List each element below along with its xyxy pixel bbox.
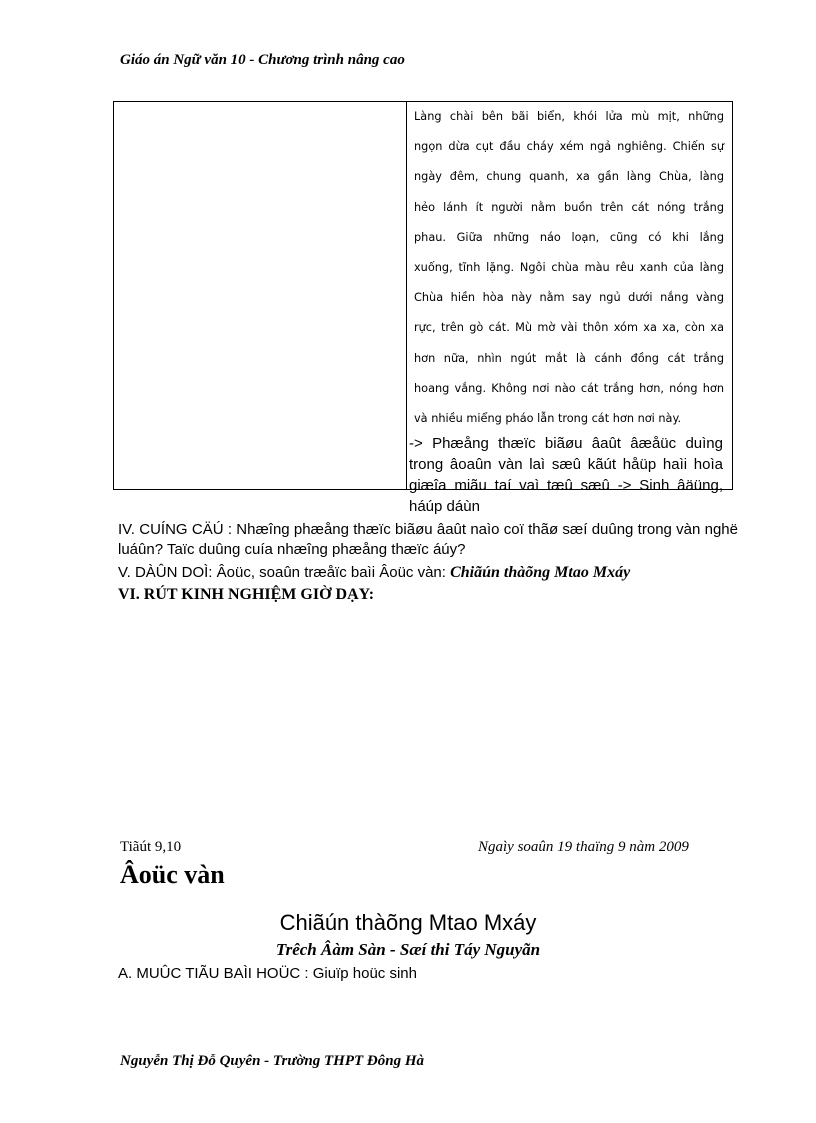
text-line: hoang vắng. Không nơi nào cát trắng hơn, nóng hơn	[414, 381, 724, 395]
section-v-prefix: V. DÀÛN DOÌ: Âoüc, soaûn træåïc baìi Âoüc vàn:	[118, 564, 451, 581]
lesson-objectives	[118, 965, 417, 982]
lesson-period: Tiãút 9,10	[120, 839, 182, 855]
lesson-subtitle: Trêch Âàm Sàn - Sæí thi Táy Nguyãn	[275, 940, 541, 959]
section-vi-heading: VI. RÚT KINH NGHIỆM GIỜ DẠY:	[118, 586, 375, 603]
table-arrow-conclusion: -> Phæång thæïc biãøu âaût âæåüc duìng trong âoaûn vàn laì sæû kãút håüp haìi hoìa giæîa miãu taí vaì tæû sæû -> Sinh âäüng, háúp dáùn	[409, 435, 723, 515]
text-line: và nhiều miểng pháo lẫn trong cát hơn nơi này.	[414, 412, 682, 426]
text-line: phau. Giữa những náo loạn, cũng có khi lắng	[414, 230, 724, 244]
section-iv-cung-co: IV. CUÍNG CÄÚ : Nhæîng phæång thæïc biãøu âaût naìo coï thãø sæí duûng trong vàn nghë luáûn? Taïc duûng cuía nhæîng phæång thæïc áúy?	[118, 521, 738, 558]
page-header: Giáo án Ngữ văn 10 - Chương trình nâng cao	[120, 52, 405, 68]
objectives-label: A. MUÛC TIÃU BAÌI HOÜC	[118, 965, 301, 982]
text-line: hẻo lánh ít người nằm buồn trên cát nóng trắng	[414, 200, 724, 214]
section-v-dan-do	[118, 563, 630, 583]
text-line: xuống, tĩnh lặng. Ngôi chùa màu rêu xanh của làng	[414, 261, 724, 275]
lesson-category: Âoüc vàn	[120, 860, 225, 889]
table-column-divider	[406, 102, 407, 490]
text-line: Làng chài bên bãi biển, khói lửa mù mịt, những	[414, 110, 724, 123]
lesson-date: Ngaìy soaûn 19 thaïng 9 nàm 2009	[478, 839, 689, 855]
text-line: Chùa hiền hòa này nằm say ngủ dưới nắng vàng	[414, 291, 724, 305]
page-footer: Nguyễn Thị Đỗ Quyên - Trường THPT Đông Hà	[120, 1053, 424, 1069]
section-v-title: Chiãún thàõng Mtao Mxáy	[450, 564, 631, 581]
table-right-cell-text	[414, 102, 724, 434]
text-line: ngọn dừa cụt đầu cháy xém ngả nghiêng. Chiến sự	[414, 140, 724, 154]
lesson-title: Chiãún thàõng Mtao Mxáy	[279, 910, 537, 935]
objectives-text: : Giuïp hoüc sinh	[304, 965, 417, 982]
text-line: ngày đêm, chung quanh, xa gần làng Chùa, làng	[414, 170, 724, 184]
text-line: hơn nữa, nhìn ngút mắt là cánh đồng cát trắng	[414, 351, 724, 365]
text-line: rực, trên gò cát. Mù mờ vài thôn xóm xa xa, còn xa	[414, 321, 724, 335]
